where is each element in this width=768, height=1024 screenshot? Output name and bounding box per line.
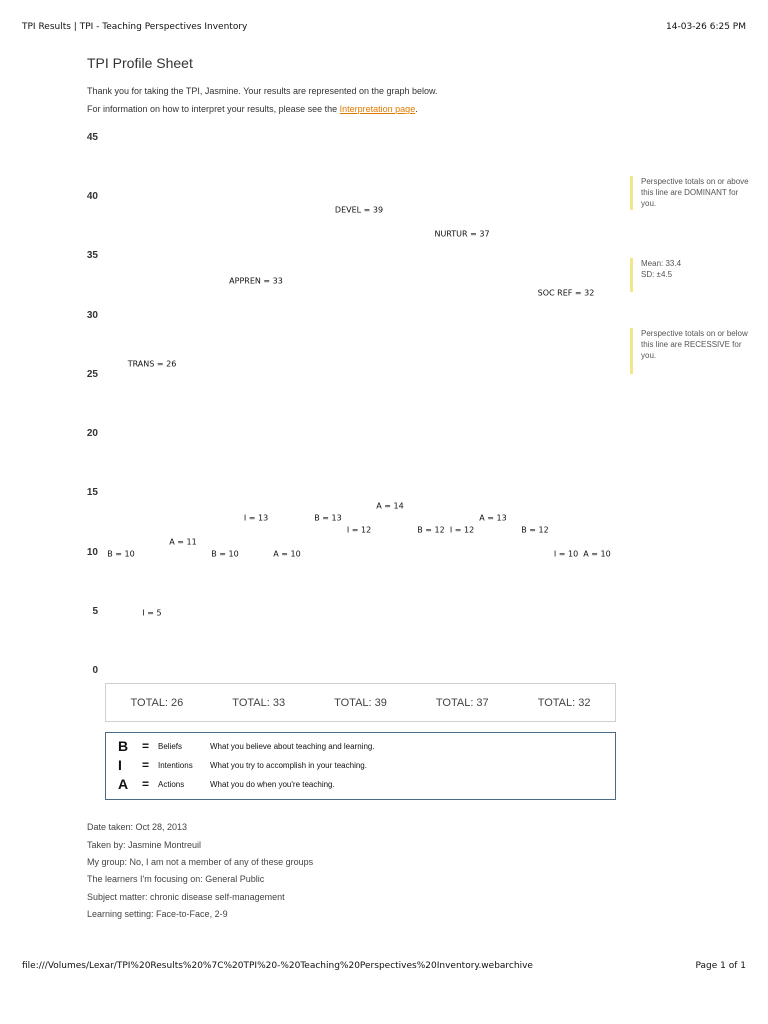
beliefs-score-devel: B = 13 [314, 513, 342, 523]
y-tick-label: 40 [86, 191, 98, 203]
subject-matter: Subject matter: chronic disease self-management [87, 892, 285, 902]
header-timestamp: 14-03-26 6:25 PM [666, 22, 746, 32]
legend-desc: What you believe about teaching and learning. [210, 741, 375, 751]
footer-page: Page 1 of 1 [695, 961, 746, 971]
legend-word: Intentions [158, 760, 193, 770]
total-socref: TOTAL: 32 [537, 696, 591, 709]
legend-box [105, 732, 616, 800]
y-tick-label: 45 [86, 132, 98, 143]
beliefs-score-socref: B = 12 [521, 525, 549, 535]
y-tick-label: 10 [86, 546, 98, 558]
page-title: TPI Profile Sheet [87, 55, 193, 71]
y-tick-label: 30 [86, 309, 98, 321]
legend-desc: What you try to accomplish in your teaching. [210, 760, 367, 770]
y-tick-label: 20 [86, 428, 98, 440]
sd-text: SD: ±4.5 [641, 270, 673, 279]
intentions-score-socref: I = 10 [553, 549, 579, 559]
intentions-score-appren: I = 13 [243, 513, 269, 523]
header-title: TPI Results | TPI - Teaching Perspectives Inventory [22, 22, 248, 32]
y-tick-label: 15 [86, 487, 98, 499]
legend-word: Actions [158, 779, 185, 789]
footer-path: file:///Volumes/Lexar/TPI%20Results%20%7C%20TPI%20-%20Teaching%20Perspectives%20Inventory.webarchive [22, 961, 533, 971]
legend-letter: I [118, 757, 122, 773]
interpretation-link[interactable]: Interpretation page [339, 104, 416, 114]
perspective-total-socref: SOC REF = 32 [537, 288, 595, 298]
y-tick-label: 0 [92, 665, 98, 676]
total-appren: TOTAL: 33 [232, 696, 286, 709]
legend-equals: = [142, 739, 150, 753]
total-trans: TOTAL: 26 [130, 696, 184, 709]
legend-row-intentions [118, 756, 367, 774]
actions-score-trans: A = 11 [169, 537, 197, 547]
totals-box [105, 683, 616, 722]
legend-row-beliefs [118, 737, 375, 755]
intro-line-1: Thank you for taking the TPI, Jasmine. Your results are represented on the graph below. [87, 86, 438, 96]
date-taken: Date taken: Oct 28, 2013 [87, 822, 188, 832]
actions-score-nurtur: A = 13 [479, 513, 507, 523]
y-tick-label: 25 [86, 368, 98, 380]
intentions-score-nurtur: I = 12 [449, 525, 475, 535]
legend-word: Beliefs [158, 741, 183, 751]
y-tick-label: 35 [86, 250, 98, 262]
total-nurtur: TOTAL: 37 [435, 696, 489, 709]
perspective-total-devel: DEVEL = 39 [334, 205, 384, 215]
beliefs-score-trans: B = 10 [107, 549, 135, 559]
dominant-note: Perspective totals on or above this line are DOMINANT for you. [630, 176, 751, 210]
legend-letter: A [118, 776, 129, 792]
y-tick-label: 5 [92, 605, 98, 617]
legend-equals: = [142, 758, 150, 772]
mean-text: Mean: 33.4 [641, 259, 682, 268]
beliefs-score-nurtur: B = 12 [417, 525, 445, 535]
legend-equals: = [142, 777, 150, 791]
total-devel: TOTAL: 39 [334, 696, 387, 709]
beliefs-score-appren: B = 10 [211, 549, 239, 559]
recessive-note: Perspective totals on or below this line are RECESSIVE for you. [630, 328, 751, 374]
actions-score-socref: A = 10 [583, 549, 611, 559]
perspective-total-nurtur: NURTUR = 37 [434, 229, 490, 239]
taken-by: Taken by: Jasmine Montreuil [87, 840, 202, 850]
legend-row-actions [118, 775, 335, 793]
my-group: My group: No, I am not a member of any of these groups [87, 857, 314, 867]
perspective-total-appren: APPREN = 33 [229, 276, 283, 286]
intentions-score-trans: I = 5 [142, 608, 162, 618]
learners-focus: The learners I'm focusing on: General Public [87, 874, 265, 884]
mean-sd-note [630, 258, 751, 292]
actions-score-appren: A = 10 [273, 549, 301, 559]
intentions-score-devel: I = 12 [346, 525, 372, 535]
legend-desc: What you do when you're teaching. [210, 779, 335, 789]
learning-setting: Learning setting: Face-to-Face, 2-9 [87, 909, 228, 919]
actions-score-devel: A = 14 [376, 501, 404, 511]
intro-line-2: For information on how to interpret your results, please see the Interpretation page. [87, 104, 418, 114]
legend-letter: B [118, 738, 129, 754]
perspective-total-trans: TRANS = 26 [127, 359, 177, 369]
